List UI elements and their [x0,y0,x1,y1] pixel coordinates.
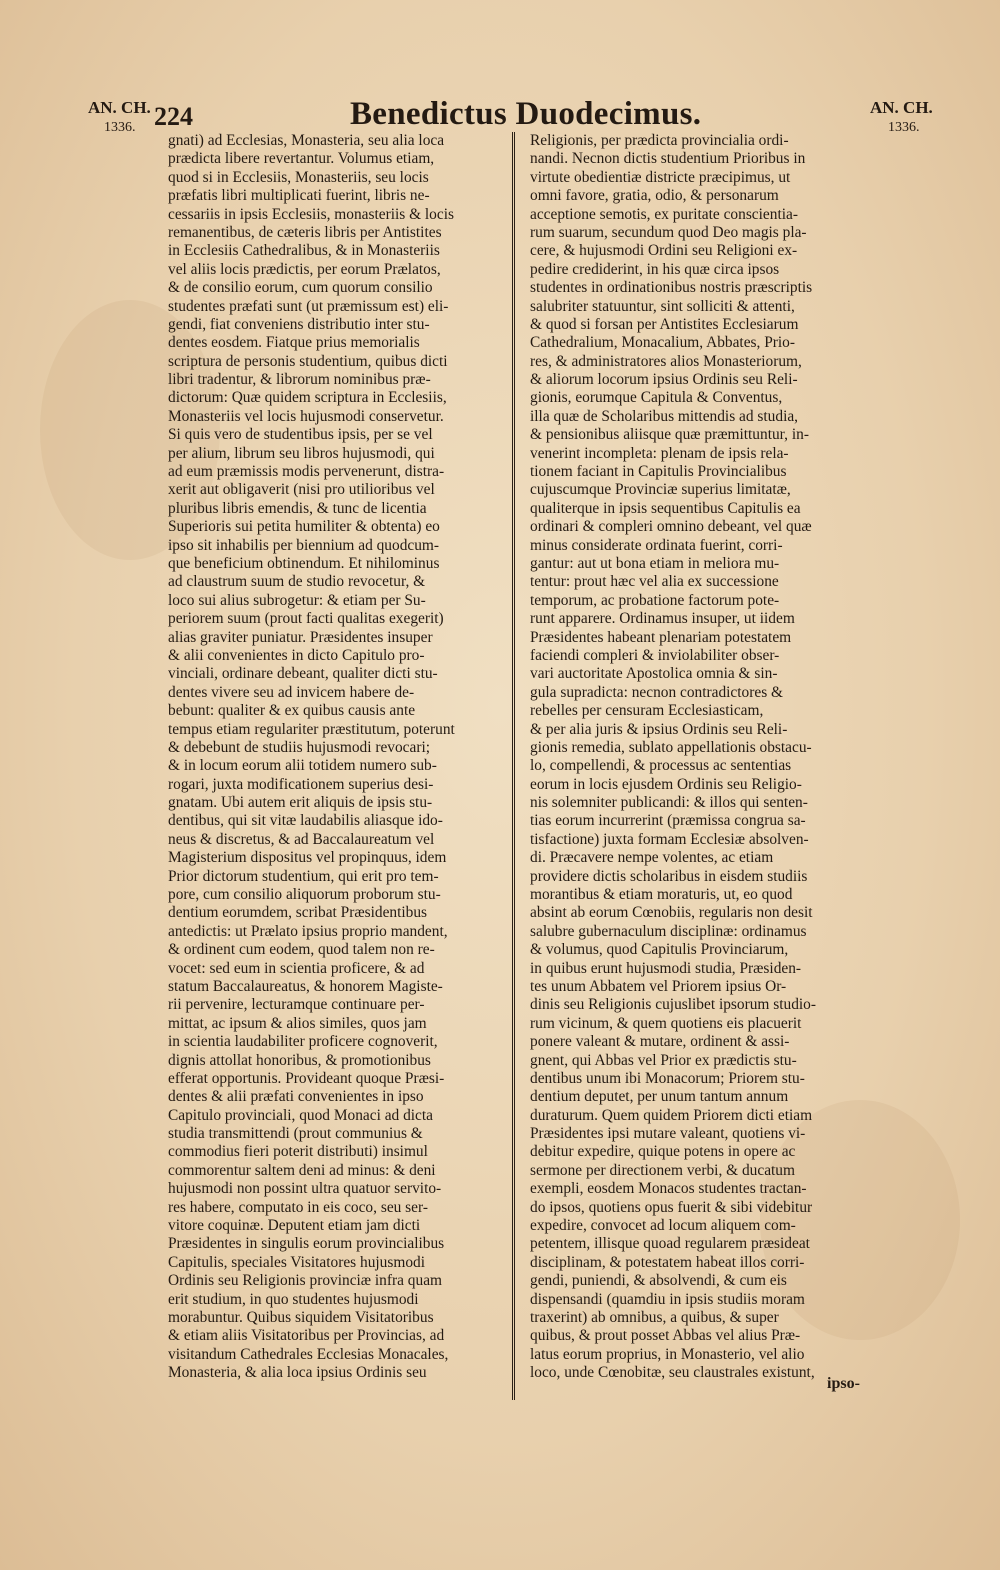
text-line: Monasteria, & alia loca ipsius Ordinis seu [168,1364,427,1382]
text-line: efferat opportunis. Provideant quoque Præsi- [168,1069,445,1087]
text-line: Capitulis, speciales Visitatores hujusmodi [168,1253,425,1271]
text-line: debitur expedire, quique potens in opere ac [530,1143,796,1161]
text-line: libri tradentur, & librorum nominibus præ- [168,371,431,389]
text-line: expedire, convocet ad locum aliquem com- [530,1217,796,1235]
text-line: rum suarum, secundum quod Deo magis pla- [530,223,807,241]
text-line: ipso sit inhabilis per biennium ad quodcum- [168,536,440,554]
margin-year: 1336. [104,120,136,135]
text-line: & ordinent cum eodem, quod talem non re- [168,941,435,959]
text-line: loco, unde Cœnobitæ, seu claustrales existunt, [530,1364,815,1382]
text-line: res habere, computato in eis coco, seu ser- [168,1198,428,1216]
text-line: qualiterque in ipsis sequentibus Capitulis ea [530,499,801,517]
text-line: dentibus unum ibi Monacorum; Priorem stu- [530,1069,805,1087]
text-line: di. Præcavere nempe volentes, ac etiam [530,849,774,867]
text-line: Prior dictorum studentium, qui erit pro tem- [168,867,439,885]
text-line: dentium deputet, per unum tantum annum [530,1088,789,1106]
text-line: alias graviter puniatur. Præsidentes insuper [168,628,433,646]
text-line: & alii convenientes in dicto Capitulo pro- [168,646,425,664]
text-line: ad eum præmissis modis pervenerunt, distra- [168,463,445,481]
text-line: erit studium, in quo studentes hujusmodi [168,1290,419,1308]
text-line: traxerint) ab omnibus, a quibus, & super [530,1309,779,1326]
text-line: venerint incompleta: plenam de ipsis rela- [530,444,789,462]
text-line: dignis attollat honoribus, & promotionibus [168,1051,431,1069]
text-line: morabuntur. Quibus siquidem Visitatoribus [168,1309,434,1326]
text-line: in scientia laudabiliter proficere cognoverit, [168,1033,438,1051]
text-line: Præsidentes in singulis eorum provincialibus [168,1235,445,1253]
text-line: ordinari & compleri omnino debeant, vel quæ [530,518,812,536]
text-line: & per alia juris & ipsius Ordinis seu Reli- [530,720,788,738]
column-divider [512,132,515,1400]
text-line: rebelles per censuram Ecclesiasticam, [530,702,764,720]
text-line: illa quæ de Scholaribus mittendis ad studia, [530,407,799,425]
text-line: faciendi compleri & inviolabiliter obser- [530,646,780,664]
text-line: visitandum Cathedrales Ecclesias Monacales, [168,1345,449,1363]
text-line: vitore coquinæ. Deputent etiam jam dicti [168,1217,421,1235]
text-line: gendi, puniendi, & absolvendi, & cum eis [530,1272,787,1290]
text-line: providere dictis scholaribus in eisdem studiis [530,867,808,885]
text-line: minus considerate ordinata fuerint, corri- [530,536,783,554]
text-line: disciplinam, & potestatem habeat illos corri- [530,1253,805,1271]
text-column-right [530,132,870,1383]
text-line: tempus etiam regulariter præstitutum, poterunt [168,720,455,738]
text-line: acceptione semotis, ex puritate conscientia- [530,205,798,223]
text-line: rum vicinum, & quem quotiens eis placuerit [530,1014,802,1032]
text-line: petentem, illisque quoad regularem præsideat [530,1235,810,1253]
text-line: remanentibus, de cæteris libris per Antistites [168,223,442,241]
text-line: ponere valeant & mutare, ordinent & assi- [530,1033,790,1051]
text-line: morantibus & etiam moraturis, ut, eo quod [530,886,793,904]
text-line: Capitulo provinciali, quod Monaci ad dicta [168,1106,433,1124]
text-line: mittat, ac ipsum & alios similes, quos jam [168,1014,427,1032]
text-line: & aliorum locorum ipsius Ordinis seu Reli- [530,371,798,389]
text-line: & debebunt de studiis hujusmodi revocari; [168,738,431,756]
text-line: temporum, ac probatione factorum pote- [530,591,780,609]
text-line: quod si in Ecclesiis, Monasteriis, seu locis [168,168,429,186]
text-line: gnatam. Ubi autem erit aliquis de ipsis stu- [168,794,433,812]
text-line: Monasteriis vel locis hujusmodi conservetur. [168,407,444,425]
text-line: tionem faciant in Capitulis Provincialibus [530,463,787,481]
text-line: tes unum Abbatem vel Priorem ipsius Or- [530,977,787,995]
text-line: vel aliis locis prædictis, per eorum Prælatos, [168,260,441,278]
text-line: scriptura de personis studentium, quibus dicti [168,352,448,370]
text-line: & etiam aliis Visitatoribus per Provincias, ad [168,1327,445,1345]
text-line: dentes & alii præfati convenientes in ipso [168,1088,424,1106]
text-line: exempli, eosdem Monacos studentes tractan- [530,1180,807,1198]
text-line: antedictis: ut Prælato ipsius proprio mandent, [168,922,448,940]
text-line: dispensandi (quamdiu in ipsis studiis moram [530,1290,805,1308]
text-line: dentes vivere seu ad invicem habere de- [168,683,415,701]
text-line: sermone per directionem verbi, & ducatum [530,1161,795,1179]
text-line: rogari, juxta modificationem superius desi- [168,775,434,793]
text-line: xerit aut obligaverit (nisi pro utilioribus vel [168,481,435,499]
text-line: & quod si forsan per Antistites Ecclesiarum [530,315,799,333]
text-line: nis solemniter publicandi: & illos qui senten- [530,794,808,812]
text-line: pore, cum consilio aliquorum proborum stu- [168,886,441,904]
text-line: vari auctoritate Apostolica omnia & sin- [530,665,778,683]
text-line: salubre gubernaculum disciplinæ: ordinamus [530,922,807,940]
text-line: eorum in locis ejusdem Ordinis seu Religio- [530,775,802,793]
text-line: statum Baccalaureatus, & honorem Magiste- [168,977,443,995]
text-line: per alium, librum seu libros hujusmodi, qui [168,444,435,462]
text-line: tentur: prout hæc vel alia ex successione [530,573,779,591]
text-line: que beneficium obtinendum. Et nihilominus [168,554,440,572]
text-line: commorentur saltem deni ad minus: & deni [168,1161,436,1179]
text-line: Præsidentes ipsi mutare valeant, quotiens vi- [530,1125,806,1143]
page-number: 224 [154,102,193,131]
text-line: bebunt: qualiter & ex quibus causis ante [168,702,416,720]
text-line: pluribus libris emendis, & tunc de licentia [168,499,427,517]
text-line: Religionis, per prædicta provincialia ordi- [530,132,789,149]
text-line: res, & administratores alios Monasteriorum, [530,352,802,370]
text-line: & volumus, quod Capitulis Provinciarum, [530,941,789,959]
text-line: runt apparere. Ordinamus insuper, ut iidem [530,610,795,628]
text-line: neus & discretus, & ad Baccalaureatum vel [168,830,435,848]
text-line: gionis, eorumque Capitula & Conventus, [530,389,783,407]
text-line: cere, & hujusmodi Ordini seu Religioni ex- [530,242,798,260]
margin-note-right [870,98,940,138]
text-line: periorem suum (prout facti qualitas exegerit) [168,610,444,628]
margin-note-left [88,98,158,138]
text-line: do ipsos, quotiens opus fuerit & sibi videbitur [530,1198,813,1216]
text-column-left [168,132,513,1383]
text-line: Superioris sui petita humiliter & obtenta) eo [168,518,440,536]
text-line: in quibus erunt hujusmodi studia, Præsiden- [530,959,802,977]
text-line: dentium eorumdem, scribat Præsidentibus [168,904,428,922]
text-line: gnent, qui Abbas vel Prior ex prædictis stu- [530,1051,797,1069]
text-line: prædicta libere revertantur. Volumus etiam, [168,150,435,168]
text-line: in Ecclesiis Cathedralibus, & in Monasteriis [168,242,440,260]
text-line: lo, compellendi, & processus ac sententias [530,757,792,775]
text-line: cessariis in ipsis Ecclesiis, monasteriis & locis [168,205,454,223]
text-line: dinis seu Religionis cujuslibet ipsorum studio- [530,996,817,1014]
text-line: vocet: sed eum in scientia proficere, & ad [168,959,425,977]
text-line: Si quis vero de studentibus ipsis, per se vel [168,426,433,444]
text-line: dentibus, qui sit vitæ laudabilis aliasque ido- [168,812,443,830]
text-line: gula supradicta: necnon contradictores & [530,683,783,701]
text-line: absint ab eorum Cœnobiis, regularis non desit [530,904,813,922]
text-line: studentes in ordinationibus nostris præscriptis [530,279,813,297]
text-line: pedire crediderint, in his quæ circa ipsos [530,260,780,278]
text-line: vinciali, ordinare debeant, qualiter dicti stu- [168,665,438,683]
text-line: tias eorum incurrerint (præmissa congrua sa- [530,812,806,830]
text-line: ad claustrum suum de studio revocetur, & [168,573,426,591]
text-line: Præsidentes habeant plenariam potestatem [530,628,792,646]
text-line: dictorum: Quæ quidem scriptura in Ecclesiis, [168,389,447,407]
text-line: præfatis libri multiplicati fuerint, libris ne- [168,187,430,205]
text-line: rii pervenire, lecturamque continuare per- [168,996,425,1014]
text-line: nandi. Necnon dictis studentium Prioribus in [530,150,806,168]
text-line: hujusmodi non possint ultra quatuor servito- [168,1180,442,1198]
text-line: tisfactione) juxta formam Ecclesiæ absolven- [530,830,809,848]
text-line: gnati) ad Ecclesias, Monasteria, seu alia loca [168,132,445,149]
catchword: ipso- [827,1375,860,1392]
text-line: duraturum. Quem quidem Priorem dicti etiam [530,1106,813,1124]
text-line: quibus, & prout posset Abbas vel alius Præ- [530,1327,801,1345]
text-line: Ordinis seu Religionis provinciæ infra quam [168,1272,443,1290]
text-line: studentes præfati sunt (ut præmissum est) eli- [168,297,449,315]
text-line: Magisterium dispositus vel propinquus, idem [168,849,447,867]
text-line: studia transmittendi (prout communius & [168,1125,423,1143]
text-line: dentes eosdem. Fiatque prius memorialis [168,334,420,352]
text-line: virtute obedientiæ districte præcipimus, ut [530,168,791,186]
margin-label: AN. CH. [870,98,933,117]
text-line: omni favore, gratia, odio, & personarum [530,187,779,205]
text-line: commodius fieri poterit distributi) insimul [168,1143,428,1161]
text-line: gantur: aut ut bona etiam in meliora mu- [530,554,780,572]
text-line: gendi, fiat conveniens distributio inter stu- [168,315,430,333]
text-line: latus eorum proprius, in Monasterio, vel alio [530,1345,805,1363]
margin-label: AN. CH. [88,98,151,117]
text-line: loco sui alius subrogetur: & etiam per Su- [168,591,426,609]
text-line: cujuscumque Provinciæ superius limitatæ, [530,481,791,499]
text-line: salubriter statuuntur, sint solliciti & attenti, [530,297,795,315]
margin-year: 1336. [888,120,920,135]
text-line: & in locum eorum alii totidem numero sub- [168,757,437,775]
text-line: & pensionibus aliisque quæ præmittuntur, in- [530,426,809,444]
text-line: gionis remedia, sublato appellationis obstacu- [530,738,812,756]
text-line: Cathedralium, Monacalium, Abbates, Prio- [530,334,796,352]
text-line: & de consilio eorum, cum quorum consilio [168,279,433,297]
running-head: Benedictus Duodecimus. [350,96,702,132]
